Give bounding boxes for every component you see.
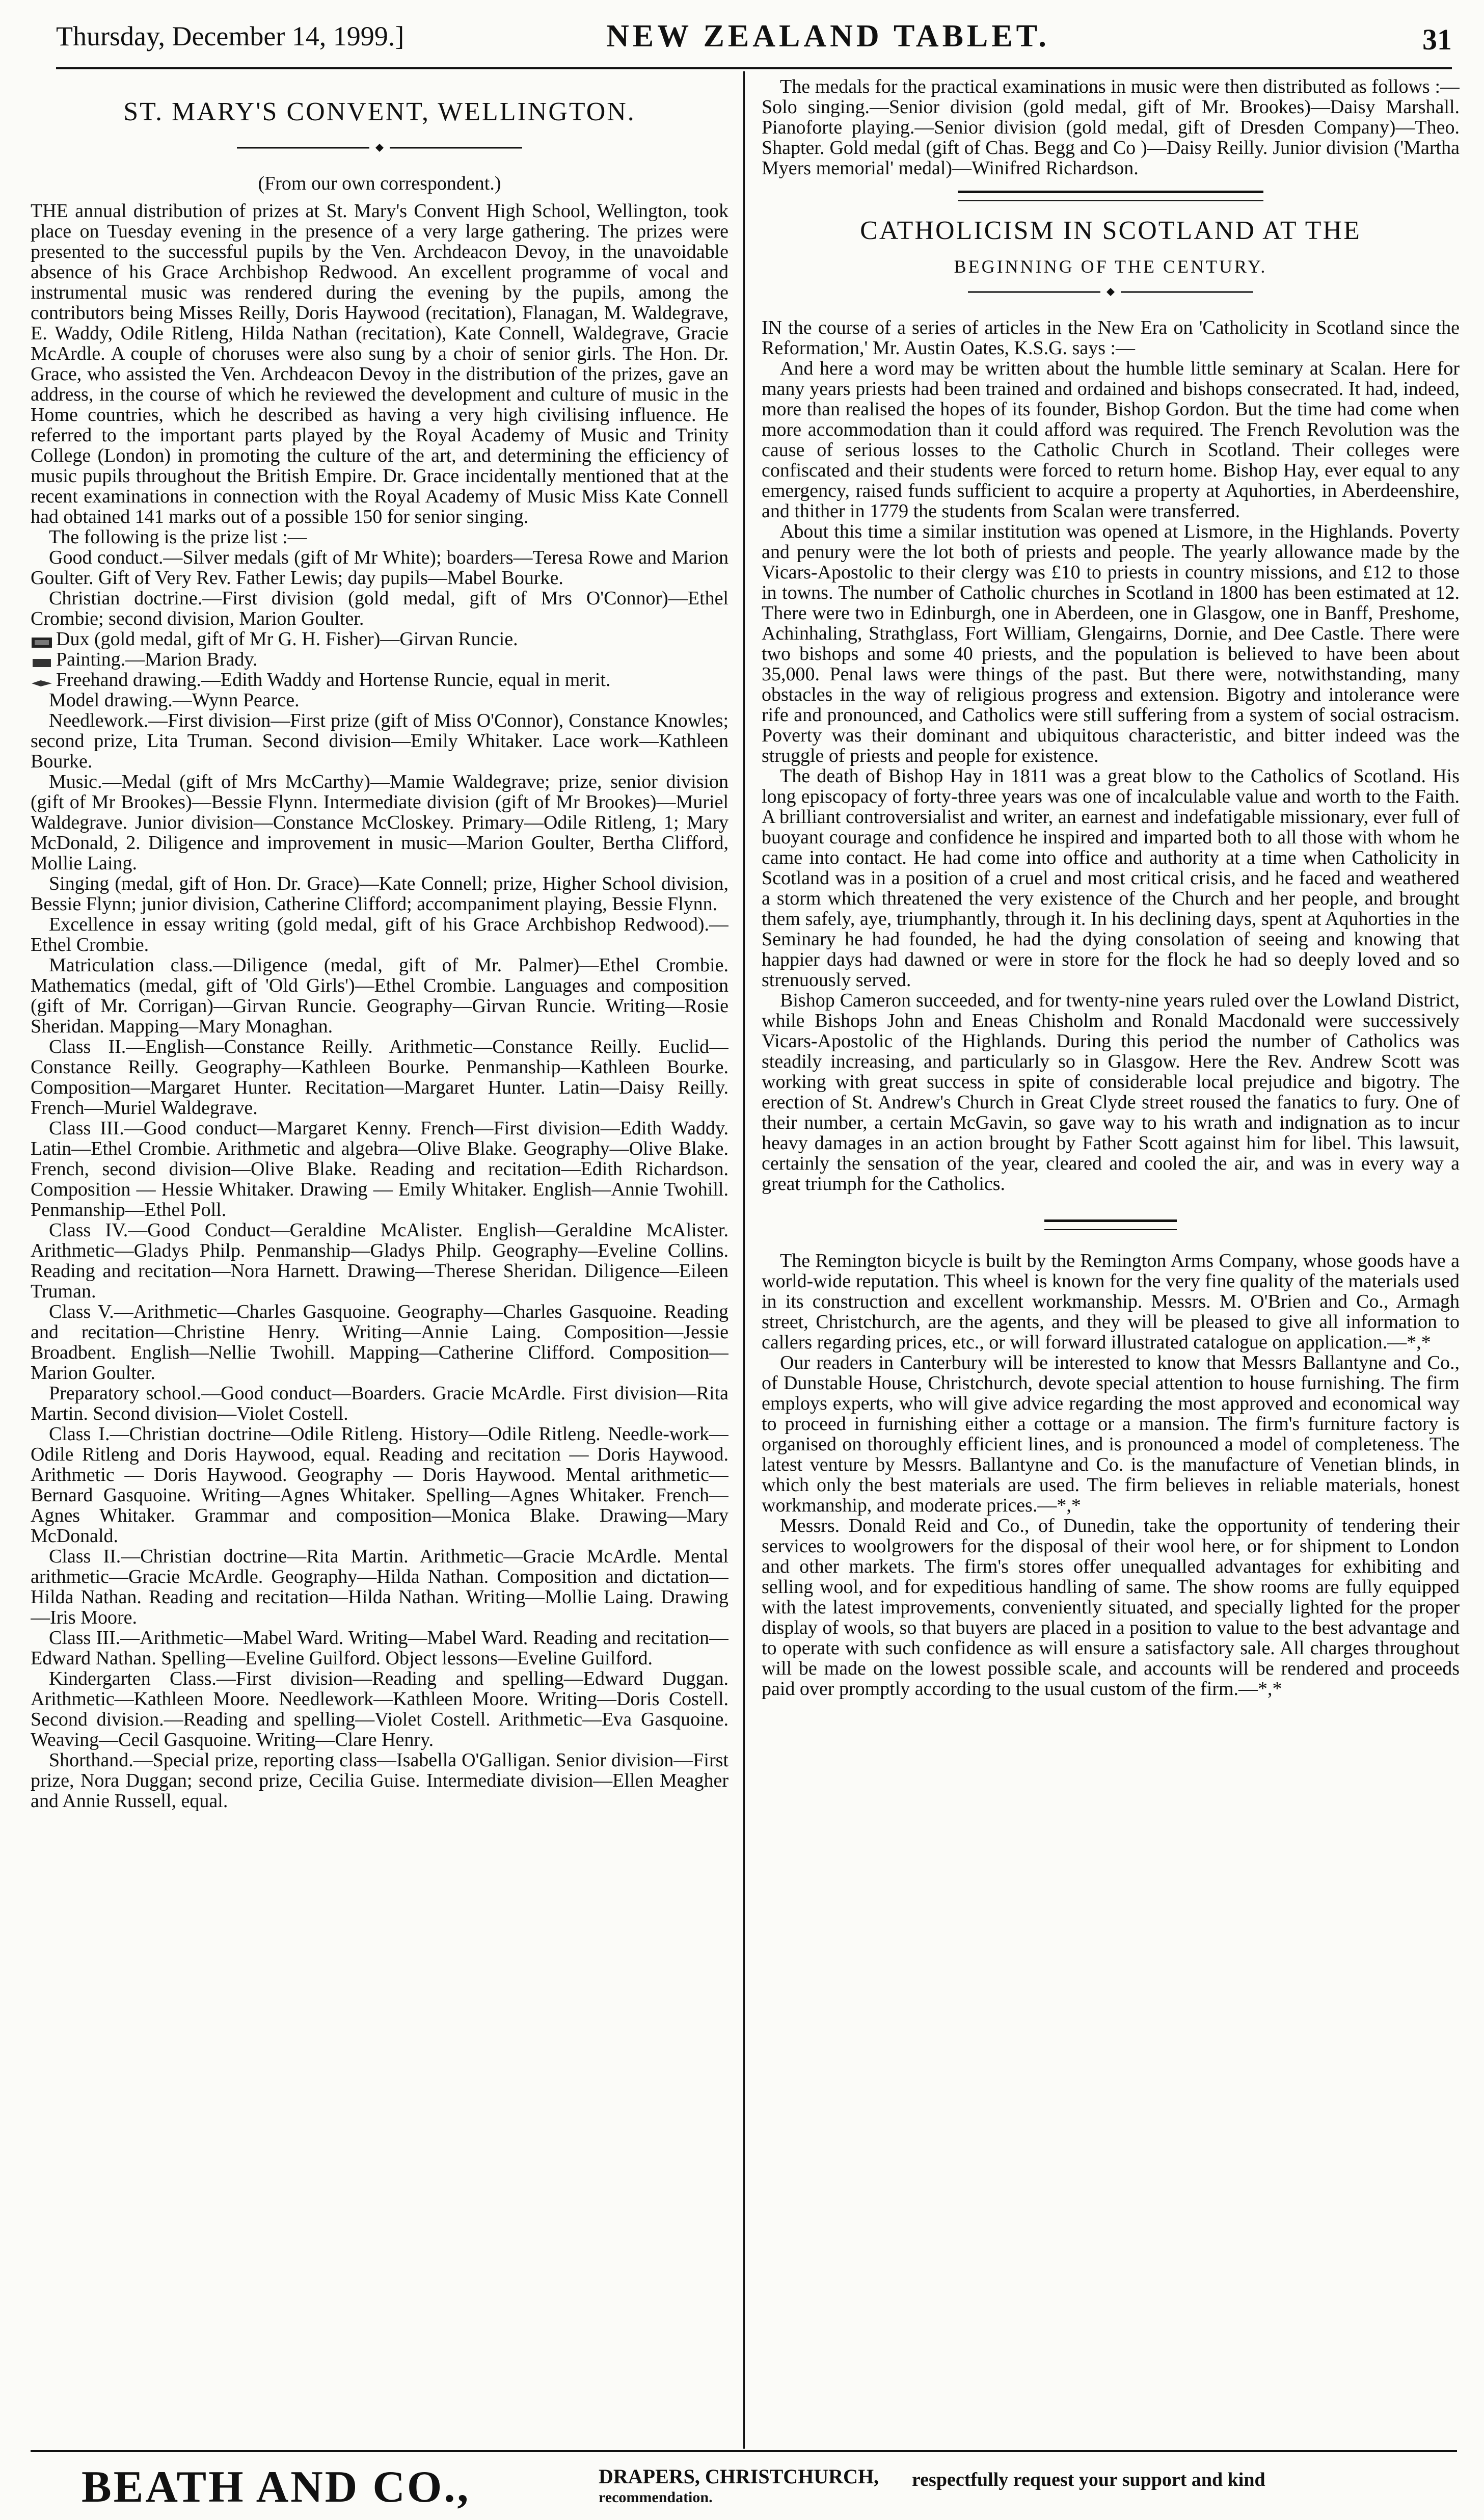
article-paragraph: Shorthand.—Special prize, reporting class—Isabella O'Galligan. Senior division—First prize, Nora Duggan; second prize, Cecilia Guise. Intermediate division—Ellen Meagher and Annie Russell, equal. (31, 1749, 728, 1812)
article-paragraph: Christian doctrine.—First division (gold medal, gift of Mrs O'Connor)—Ethel Crombie; second division, Marion Goulter. (31, 588, 728, 629)
article-paragraph: Matriculation class.—Diligence (medal, gift of Mr. Palmer)—Ethel Crombie. Mathematics (medal, gift of 'Old Girls')—Ethel Crombie. Languages and composition (gift of Mr. Corrigan)—Girvan Runcie. Geography—Girvan Runcie. Writing—Rosie Sheridan. Mapping—Mary Monaghan. (31, 954, 728, 1037)
issue-date: Thursday, December 14, 1999.] (56, 21, 404, 51)
page-number: 31 (1422, 23, 1452, 56)
article-paragraph: Bishop Cameron succeeded, and for twenty-nine years ruled over the Lowland District, while Bishops John and Eneas Chisholm and Ronald Macdonald were successively Vicars-Apostolic of the Highlands. During this period the number of Catholics was steadily increasing, and particularly so in Glasgow. Here the Rev. Andrew Scott was working with great success in spite of considerable local prejudice and bigotry. The erection of St. Andrew's Church in Great Clyde street roused the fanatics to fury. One of their number, a certain McGavin, so gave way to his wrath and indignation as to incur heavy damages in an action brought by Father Scott against him for libel. This lawsuit, certainly the sensation of the year, cleared and cooled the air, and was in every way a great triumph for the Catholics. (762, 990, 1460, 1195)
article-headline-convent: ST. MARY'S CONVENT, WELLINGTON. (123, 97, 636, 126)
masthead-title: NEW ZEALAND TABLET. (606, 19, 1050, 54)
ornament-rule-icon (31, 138, 728, 156)
article-paragraph: Music.—Medal (gift of Mrs McCarthy)—Mamie Waldegrave; prize, senior division (gift of Mr Brookes)—Bessie Flynn. Intermediate division (gift of Mr Brookes)—Muriel Waldegrave. Junior division—Constance McCloskey. Primary—Odile Ritleng, 1; Mary McDonald, 2. Diligence and improvement in music—Marion Goulter, Bertha Clifford, Mollie Laing. (31, 771, 728, 874)
footer-rule (31, 2450, 1457, 2452)
article-paragraph: The following is the prize list :— (49, 526, 307, 548)
article-paragraph: Class II.—English—Constance Reilly. Arithmetic—Constance Reilly. Euclid—Constance Reilly. Geography—Kathleen Bourke. Penmanship—Kathleen Bourke. Composition—Margaret Hunter. Recitation—Margaret Hunter. Latin—Daisy Reilly. French—Muriel Waldegrave. (31, 1036, 728, 1119)
notice-paragraph: Messrs. Donald Reid and Co., of Dunedin, take the opportunity of tendering their services to woolgrowers for the disposal of their wool here, or for shipment to London and other markets. The firm's stores offer unequalled advantages for exhibiting and selling wool, and for expeditious handling of same. The show rooms are fully equipped with the latest improvements, conveniently situated, and specially lighted for the proper display of wools, so that buyers are placed in a position to value to the best advantage and to operate with such confidence as will ensure a satisfactory sale. All charges throughout will be made on the lowest possible scale, and accounts will be rendered and proceeds paid over promptly according to the usual custom of the firm.—*,* (762, 1515, 1460, 1700)
article-paragraph: Needlework.—First division—First prize (gift of Miss O'Connor), Constance Knowles; second prize, Lita Truman. Second division—Emily Whitaker. Lace work—Kathleen Bourke. (31, 710, 728, 772)
article-paragraph: THE annual distribution of prizes at St. Mary's Convent High School, Wellington, took place on Tuesday evening in the presence of a very large gathering. The prizes were presented to the successful pupils by the Ven. Archdeacon Devoy, in the unavoidable absence of his Grace Archbishop Redwood. An excellent programme of vocal and instrumental music was rendered during the evening by the pupils, among the contributors being Misses Reilly, Doris Haywood (recitation), Flanagan, M. Waldegrave, E. Waddy, Odile Ritleng, Hilda Nathan (recitation), Kate Connell, Waldegrave, Gracie McArdle. A couple of choruses were also sung by a choir of senior girls. The Hon. Dr. Grace, who assisted the Ven. Archdeacon Devoy in the distribution of the prizes, gave an address, in the course of which he reviewed the development and culture of music in the Home countries, which he described as having a very high civilising influence. He referred to the important parts played by the Royal Academy of Music and Trinity College (London) in promoting the culture of the art, and determining the efficiency of music pupils throughout the British Empire. Dr. Grace incidentally mentioned that at the recent examinations in connection with the Royal Academy of Music Miss Kate Connell had obtained 141 marks out of a possible 150 for senior singing. (31, 200, 728, 527)
article-paragraph: Preparatory school.—Good conduct—Boarders. Gracie McArdle. First division—Rita Martin. Second division—Violet Costell. (31, 1383, 728, 1424)
article-paragraph: Painting.—Marion Brady. (31, 649, 728, 670)
continuation-paragraph: The medals for the practical examinations in music were then distributed as follows :—Solo singing.—Senior division (gold medal, gift of Mr. Brookes)—Daisy Marshall. Pianoforte playing.—Senior division (gold medal, gift of Dresden Company)—Theo. Shapter. Gold medal (gift of Chas. Begg and Co )—Daisy Reilly. Junior division ('Martha Myers memorial' medal)—Winifred Richardson. (762, 76, 1460, 179)
article-paragraph: Kindergarten Class.—First division—Reading and spelling—Edward Duggan. Arithmetic—Kathleen Moore. Needlework—Kathleen Moore. Writing—Doris Costell. Second division.—Reading and spelling—Violet Costell. Arithmetic—Eva Gasquoine. Weaving—Cecil Gasquoine. Writing—Clare Henry. (31, 1668, 728, 1750)
printer-mark-icon (31, 633, 53, 648)
printer-mark-icon (31, 674, 53, 688)
article-paragraph: And here a word may be written about the humble little seminary at Scalan. Here for many years priests had been trained and ordained and bishops consecrated. It had, indeed, more than realised the hopes of its founder, Bishop Gordon. But the time had come when more accommodation than it could afford was required. The French Revolution was the cause of serious losses to the Catholic Church in Scotland. Their colleges were confiscated and their students were forced to return home. Bishop Hay, ever equal to any emergency, raised funds sufficient to acquire a property at Aquhorties, in Aberdeenshire, and thither in 1779 the students from Scalan were transferred. (762, 358, 1460, 522)
column-divider (743, 71, 745, 2449)
article-byline: (From our own correspondent.) (258, 173, 501, 194)
section-divider (958, 191, 1263, 201)
right-column (762, 76, 1460, 2441)
advertiser-request: respectfully request your support and kind (912, 2469, 1265, 2490)
printer-mark-icon (31, 654, 53, 668)
article-paragraph: Class IV.—Good Conduct—Geraldine McAlister. English—Geraldine McAlister. Arithmetic—Gladys Philp. Penmanship—Gladys Philp. Geography—Eveline Collins. Reading and recitation—Nora Harnett. Drawing—Therese Sheridan. Diligence—Eileen Truman. (31, 1219, 728, 1302)
section-divider (1044, 1219, 1177, 1230)
advertiser-trade: DRAPERS, CHRISTCHURCH, (599, 2465, 879, 2488)
notice-paragraph: Our readers in Canterbury will be interested to know that Messrs Ballantyne and Co., of Dunstable House, Christchurch, devote special attention to house furnishing. The firm employs experts, who will give advice regarding the most approved and economical way to proceed in furnishing either a cottage or a mansion. The firm's furniture factory is organised on thoroughly efficient lines, and is pronounced a model of completeness. The latest venture by Messrs. Ballantyne and Co. is the manufacture of Venetian blinds, in which only the best materials are used. The firm believes in reliable materials, honest workmanship, and moderate prices.—*,* (762, 1352, 1460, 1516)
article-paragraph: IN the course of a series of articles in the New Era on 'Catholicity in Scotland since the Reformation,' Mr. Austin Oates, K.S.G. says :— (762, 317, 1460, 359)
advertiser-name: BEATH AND CO., (82, 2462, 471, 2512)
notice-paragraph: The Remington bicycle is built by the Remington Arms Company, whose goods have a world-wide reputation. This wheel is known for the very fine quality of the materials used in its construction and excellent workmanship. Messrs. M. O'Brien and Co., Armagh street, Christchurch, are the agents, and they will be pleased to give all information to callers regarding prices, etc., or will forward illustrated catalogue on application.—*,* (762, 1250, 1460, 1353)
article-paragraph: Freehand drawing.—Edith Waddy and Hortense Runcie, equal in merit. (31, 670, 728, 690)
article-headline-scotland: CATHOLICISM IN SCOTLAND AT THE (860, 216, 1361, 245)
article-paragraph: Class I.—Christian doctrine—Odile Ritleng. History—Odile Ritleng. Needle-work—Odile Ritleng and Doris Haywood, equal. Reading and recitation — Doris Haywood. Arithmetic — Doris Haywood. Geography — Doris Haywood. Mental arithmetic—Bernard Gasquoine. Writing—Agnes Whitaker. Spelling—Agnes Whitaker. French—Agnes Whitaker. Grammar and composition—Monica Blake. Drawing—Mary McDonald. (31, 1423, 728, 1547)
article-paragraph: Model drawing.—Wynn Pearce. (49, 689, 300, 711)
article-paragraph: Singing (medal, gift of Hon. Dr. Grace)—Kate Connell; prize, Higher School division, Bessie Flynn; junior division, Catherine Clifford; accompaniment playing, Bessie Flynn. (31, 873, 728, 915)
article-paragraph: Class V.—Arithmetic—Charles Gasquoine. Geography—Charles Gasquoine. Reading and recitation—Christine Henry. Writing—Annie Laing. Composition—Jessie Broadbent. English—Nellie Twohill. Mapping—Catherine Clifford. Composition—Marion Goulter. (31, 1301, 728, 1384)
article-paragraph: About this time a similar institution was opened at Lismore, in the Highlands. Poverty and penury were the lot both of priests and people. The yearly allowance made by the Vicars-Apostolic to their clergy was £10 to priests in country missions, and £12 to those in towns. The number of Catholic churches in Scotland in 1800 has been estimated at 12. There were two in Edinburgh, one in Aberdeen, one in Glasgow, one in Banff, Preshome, Achinhaling, Strathglass, Fort William, Glengairns, Dornie, and Dee Castle. There were two bishops and some 40 priests, and the population is believed to have been about 35,000. Penal laws were things of the past. But there were, notwithstanding, many obstacles in the way of religious progress and extension. Bigotry and intolerance were rife and pronounced, and Catholics were still suffering from a system of social ostracism. Poverty was their dominant and ubiquitous characteristic, and bitter indeed was the struggle of priests and people for existence. (762, 521, 1460, 766)
article-paragraph: The death of Bishop Hay in 1811 was a great blow to the Catholics of Scotland. His long episcopacy of forty-three years was one of incalculable value and worth to the Faith. A brilliant controversialist and writer, an earnest and indefatigable missionary, ever full of buoyant courage and confidence he inspired and imparted both to all those with whom he came into contact. He had come into office and authority at a time when Catholicity in Scotland was in a position of a cruel and most critical crisis, and he faced and weathered a storm which threatened the very existence of the Church and her people, and brought them safely, aye, triumphantly, through it. In his declining days, spent at Aquhorties in the Seminary he had founded, he had the dying consolation of seeing and knowing that happier days had dawned or were in store for the flock he had so deeply loved and so strenuously served. (762, 765, 1460, 991)
article-subhead-scotland: BEGINNING OF THE CENTURY. (954, 256, 1267, 277)
article-paragraph: Class II.—Christian doctrine—Rita Martin. Arithmetic—Gracie McArdle. Mental arithmetic—Gracie McArdle. Geography—Hilda Nathan. Composition and dictation—Hilda Nathan. Reading and recitation—Hilda Nathan. Writing—Mollie Laing. Drawing—Iris Moore. (31, 1546, 728, 1628)
running-head (56, 11, 1452, 69)
article-paragraph: Good conduct.—Silver medals (gift of Mr White); boarders—Teresa Rowe and Marion Goulter. Gift of Very Rev. Father Lewis; day pupils—Mabel Bourke. (31, 547, 728, 589)
advertiser-trade-sub: recommendation. (599, 2489, 713, 2506)
article-paragraph: Class III.—Arithmetic—Mabel Ward. Writing—Mabel Ward. Reading and recitation—Edward Nathan. Spelling—Eveline Guilford. Object lessons—Eveline Guilford. (31, 1627, 728, 1669)
footer-advertisement (82, 2457, 1457, 2513)
article-paragraph: Dux (gold medal, gift of Mr G. H. Fisher)—Girvan Runcie. (31, 629, 728, 649)
left-column (31, 76, 728, 2441)
ornament-rule-icon (762, 282, 1460, 300)
article-paragraph: Class III.—Good conduct—Margaret Kenny. French—First division—Edith Waddy. Latin—Ethel Crombie. Arithmetic and algebra—Olive Blake. Geography—Olive Blake. French, second division—Olive Blake. Reading and recitation—Edith Richardson. Composition — Hessie Whitaker. Drawing — Emily Whitaker. English—Annie Twohill. Penmanship—Ethel Poll. (31, 1118, 728, 1221)
article-paragraph: Excellence in essay writing (gold medal, gift of his Grace Archbishop Redwood).—Ethel Crombie. (31, 914, 728, 956)
